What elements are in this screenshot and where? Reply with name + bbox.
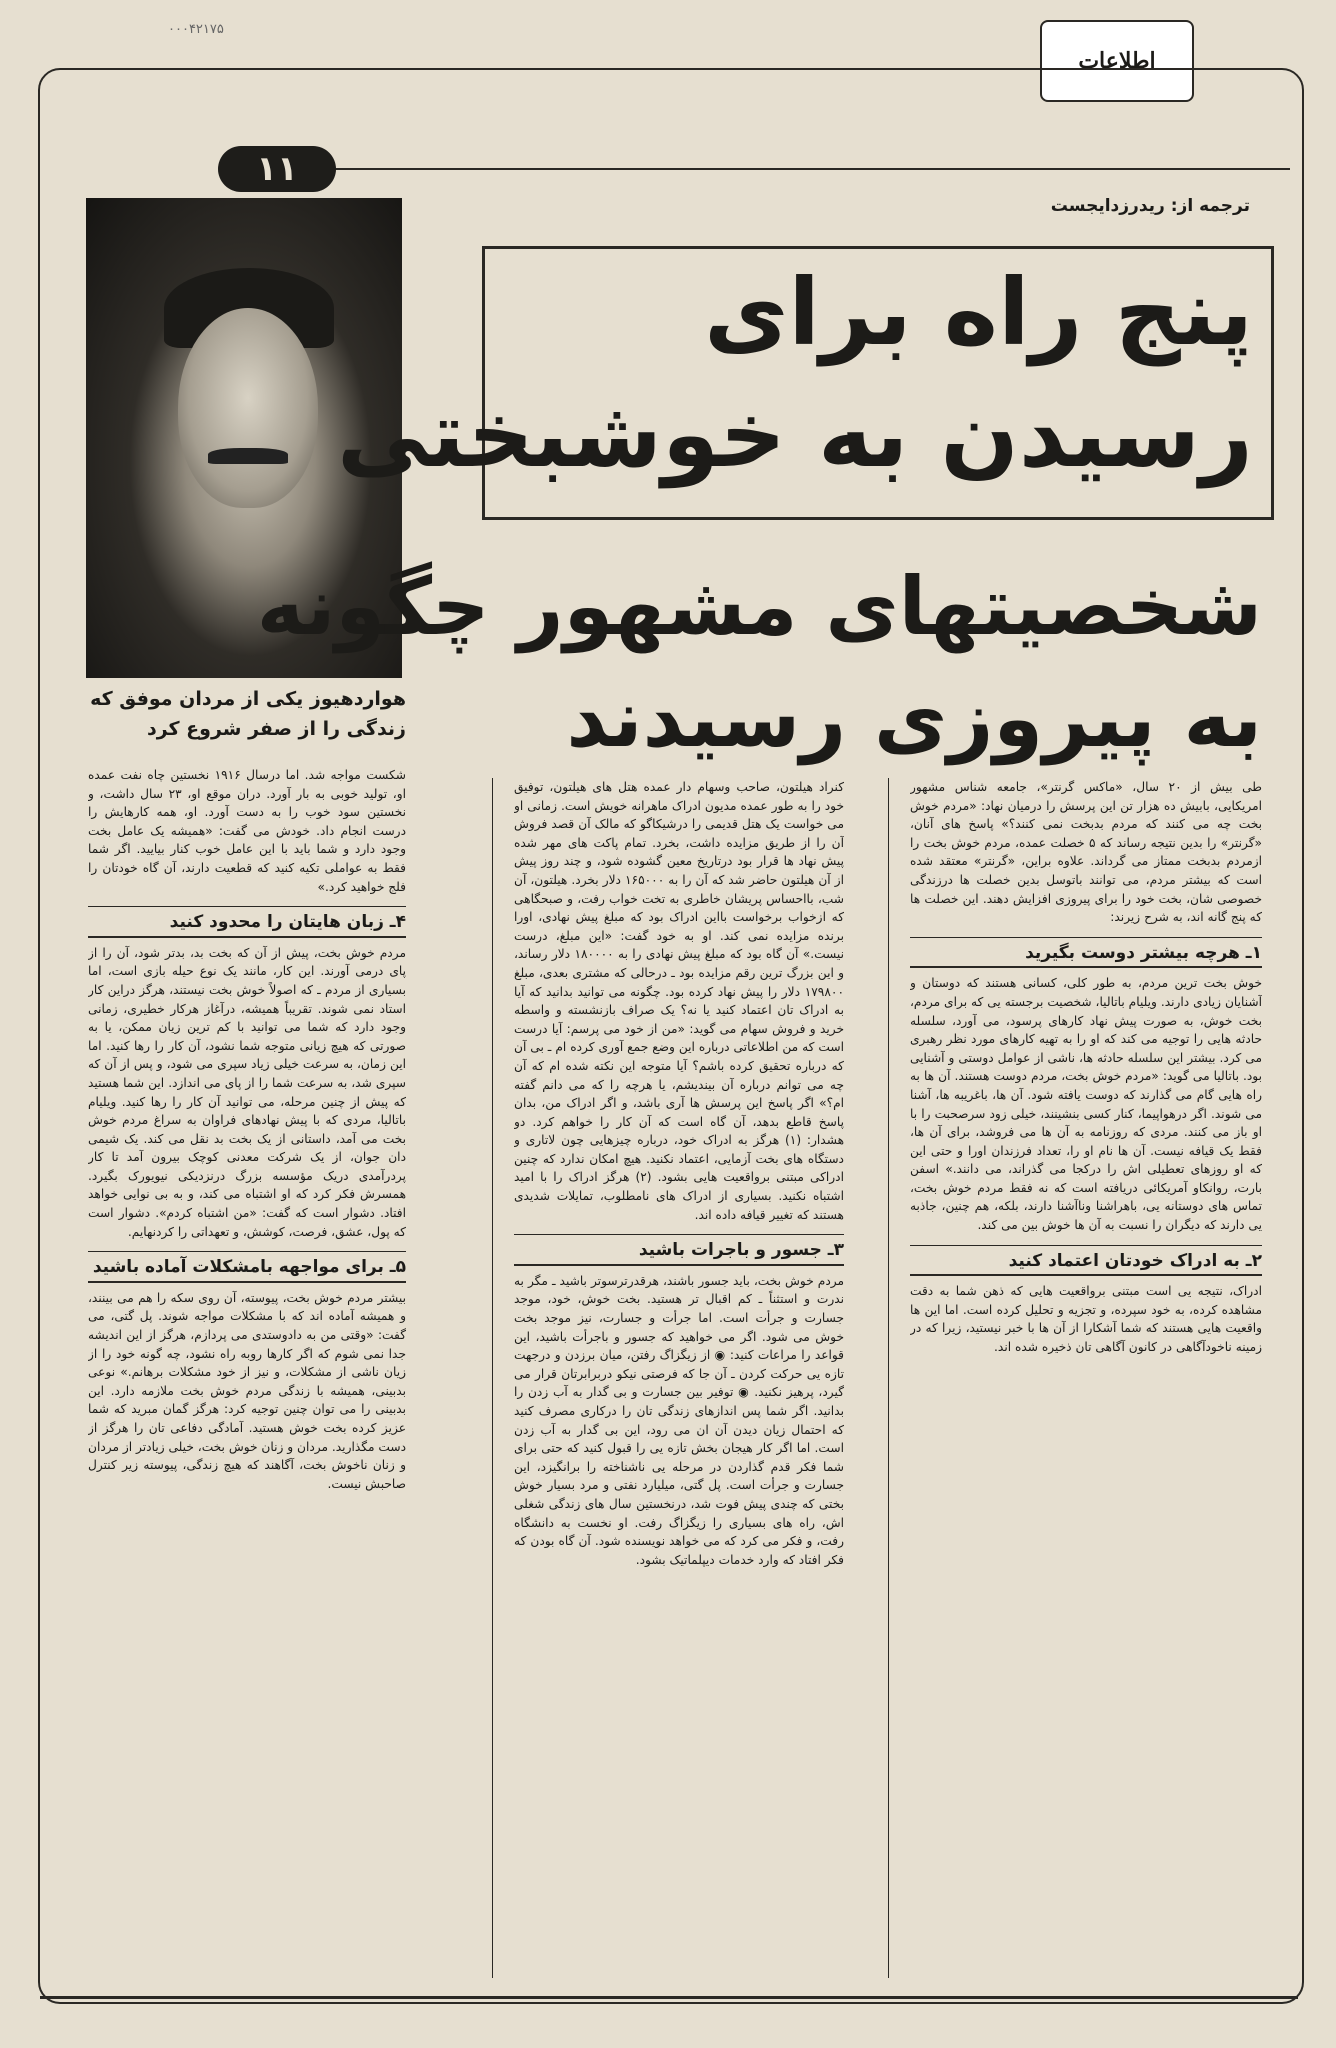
article-column-middle: [514, 778, 844, 2006]
section-body-2: ادراک، نتیجه یی است مبتنی برواقعیت هایی که ذهن شما به دقت مشاهده کرده، به خود سپرده، و تجزیه و تحلیل کرده است. اما این ها واقعیت هایی هستند که شما آشکارا از آن ها با خبر نیستید، زیرا که در زمینه ناخودآگاهی در کانون آگاهی تان ذخیره شده اند.: [910, 1284, 1262, 1355]
title-line-2: رسیدن به خوشبختی: [336, 381, 1253, 488]
page-number-badge: ۱۱: [218, 146, 336, 192]
bottom-rule: [40, 1996, 1298, 1999]
title-box: [336, 246, 1274, 520]
hilton-paragraph: کنراد هیلتون، صاحب وسهام دار عمده هتل های هیلتون، توفیق خود را به طور عمده مدیون ادراک ماهرانه خویش است. زمانی او می خواست یک هتل قدیمی را درشیکاگو که مالک آن قصد فروش آن را از طریق مزایده داشت، بخرد. تمام پاکت های مهر شده پیش نهاد ها قرار بود درتاریخ معین گشوده شود، و چند روز پیش از آن هیلتون حاضر شد که آن را به ۱۶۵۰۰۰ دلار بخرد. هیلتون، آن شب، بااحساس پریشان خاطری به تخت خواب رفت، و صبحگاهی که ازخواب برخواست بااین ادراک بود که مبلغ پیش نهادی، اورا برنده مزایده نمی کند. او به خود گفت: «این مبلغ، درست نیست.» آن گاه بود که مبلغ پیش نهادی را به ۱۸۰۰۰۰ دلار رساند، و این بزرگ ترین رقم مزایده بود ـ درحالی که مشتری بعدی، مبلغ ۱۷۹۸۰۰ دلار را پیش نهاد کرده بود. چگونه می توانید بدانید که آیا به ادراک تان اعتماد کنید یا نه؟ یک صراف بازنشسته و واسطه خرید و فروش سهام می گوید: «من از خود می پرسم: آیا درست است که من اطلاعاتی درباره این وضع جمع آوری کرده ام ـ بی آن که درباره تحقیق کرده باشم؟ آیا متوجه این نکته شده ام که آن چه می توانم درباره آن بیندیشم، یا هرچه را که می دانم گفته ام؟» اگر پاسخ این پرسش ها آری باشد، و اگر ادراک من، بدان پاسخ قاطع بدهد، آن گاه است که آن کار را خواهم کرد. دو هشدار: (۱) هرگز به ادراک خود، درباره چیزهایی چون لاتاری و دستگاه های بخت آزمایی، اعتماد نکنید. هیچ امکان ندارد که چنین ادراکی مبتنی برواقعیت هایی بشود. (۲) هرگز ادراک را با امید اشتباه نکنید. بسیاری از ادراک های نامطلوب، تمایلات شدیدی هستند که تغییر قیافه داده اند.: [514, 780, 844, 1222]
frame-top-rule: [300, 168, 1290, 170]
subtitle-line-1: شخصیتهای مشهور چگونه: [256, 560, 1262, 653]
getty-paragraph: شکست مواجه شد. اما درسال ۱۹۱۶ نخستین چاه نفت عمده او، تولید خوبی به بار آورد. دران موقع او، ۲۳ سال داشت، و نخستین سود خوب را به دست آورد. او، همه کارهایش را درست انجام داد. خودش می گفت: «همیشه یک عامل بخت وجود دارد و شما باید با این عامل خوب کنار بیایید. اگر شما فقط به عواملی تکیه کنید که قطعیت دارند، آن گاه خودتان را فلج خواهید کرد.»: [88, 768, 406, 894]
article-column-right: [910, 778, 1262, 1888]
portrait-mustache: [208, 448, 288, 464]
subtitle-line-2: به پیروزی رسیدند: [566, 672, 1262, 765]
newspaper-logo: اطلاعات: [1040, 20, 1194, 102]
title-line-1: پنج راه برای: [704, 259, 1253, 366]
section-heading-5: ۵ـ برای مواجهه بامشکلات آماده باشید: [88, 1251, 406, 1283]
photo-caption: هواردهیوز یکی از مردان موفق که زندگی را از صفر شروع کرد: [90, 688, 406, 740]
portrait-face: [178, 308, 318, 508]
column-divider: [888, 778, 889, 1978]
archive-number: ۰۰۰۴۲۱۷۵: [168, 22, 224, 37]
section-body-5: بیشتر مردم خوش بخت، پیوسته، آن روی سکه را هم می بینند، و همیشه آماده اند که با مشکلات مواجه شوند. پل گتی، می گفت: «وقتی من به دادوستدی می پردازم، هرگز از این اندیشه جدا نمی شوم که اگر کارها روبه راه نشود، چه گونه خود را از زیان ناشی از مشکلات، و نیز از خود مشکلات برهانم.» نوعی بدبینی، همیشه با زندگی مردم خوش بخت ملازمه دارد. این بدبینی را می توان چنین توجیه کرد: هرگز گمان مبرید که شما عزیز کرده بخت خوش هستید. آمادگی دفاعی تان را هرگز از دست مگذارید. مردان و زنان خوش بخت، خیلی زیادتر از مردان و زنان ناخوش بخت، آگاهند که هیچ زندگی، پیوسته زیر کنترل صاحبش نیست.: [88, 1290, 406, 1491]
section-heading-1: ۱ـ هرچه بیشتر دوست بگیرید: [910, 937, 1262, 969]
section-heading-2: ۲ـ به ادراک خودتان اعتماد کنید: [910, 1245, 1262, 1277]
article-column-left: [88, 766, 406, 1994]
section-body-4: مردم خوش بخت، پیش از آن که بخت بد، بدتر شود، آن را از پای درمی آورند. این کار، مانند یک نوع حیله بازی است، اما بسیاری از مردم ـ که اصولاً خوش بخت نیستند، هرگز دراین کار استاد نمی شوند. تقریباً همیشه، درآغاز هرکار خطیری، زمانی وجود دارد که شما می توانید با کم ترین زیان ممکن، یا به صورتی که هیچ زیانی متوجه شما نشود، آن کار را رها کنید. اما این زمان، به سرعت خیلی زیاد سپری می شود، و پس از آن که سپری شد، به سرعت شما را از پای می اندازد. این شما هستید که پیش از چنین مرحله، می توانید آن کار را رها کنید. ویلیام باتالیا، مردی که با پیش نهادهای فراوان به سراغ مردم خوش بخت می آمد، داستانی از یک بخت بد نقل می کند. یک شیمی دان جوان، از یک شرکت معدنی کوچک بیرون آمد تا کار پردرآمدی دریک مؤسسه بزرگ درنزدیکی نیویورک بگیرد. همسرش فکر کرد که او اشتباه می کند، و به بی نوایی خواهد افتاد. دشوار است که گفت: «من اشتباه کردم». دشوار است که پول، عشق، فرصت، کوشش، و تعهداتی را کردنهایم.: [88, 945, 406, 1239]
section-heading-4: ۴ـ زبان هایتان را محدود کنید: [88, 906, 406, 938]
section-body-1: خوش بخت ترین مردم، به طور کلی، کسانی هستند که دوستان و آشنایان زیادی دارند. ویلیام باتالیا، شخصیت برجسته یی که برای مردم، بخت خوش، به صورت پیش نهاد کارهای پرسود، می آورد، سلسله حادثه هایی را توجیه می کند که او را به تهیه کارهای مورد نظر رهبری می کرد. بیشتر این سلسله حادثه ها، ناشی از عوامل دوستی و آشنایی بود. باتالیا می گوید: «مردم خوش بخت، مردم دوست هستند. آن ها به راه هایی گام می گذارند که دوست یافته شود. آن ها، باغریبه ها، آشنا می شوند. اگر درهواپیما، کنار کسی بنشینند، خیلی زود سرصحبت را با او باز می کنند. مردی که روزنامه به آن ها می فروشد، برای آن ها، فقط یک قیافه نیست. آن ها نام او را، تعداد فرزندان اورا و حتی این که او روزهای تعطیلی اش را درکجا می گذراند، می دانند.» اسفن بارت، روانکاو آمریکائی دریافته است که نه فقط مردم خوش بخت، تماس های دوستانه یی، باهراشنا وناآشنا دارند، بلکه، هم چنین، جاذبه یی دارند که دیگران را نسبت به آن ها خوش بین می کند.: [910, 976, 1262, 1233]
column-divider: [492, 778, 493, 1978]
intro-paragraph: طی بیش از ۲۰ سال، «ماکس گرنتر»، جامعه شناس مشهور امریکایی، بابیش ده هزار تن این پرسش را درمیان نهاد: «مردم خوش بخت چه می کنند که مردم بدبخت نمی کنند؟» پاسخ های آنان، «گرنتر» را بدین نتیجه رساند که ۵ خصلت عمده، مردم خوش بخت را ازمردم بدبخت ممتاز می گرداند. علاوه براین، «گرنتر» معتقد شده است که بیشتر مردم، می توانند باتوسل بدین خصلت ها درزندگی خصوصی شان، بخت خود را برای پیروزی افزایش دهند. این خصلت ها که پنج گانه اند، به شرح زیرند:: [910, 780, 1262, 925]
section-heading-3: ۳ـ جسور و باجرات باشید: [514, 1234, 844, 1266]
section-body-3: مردم خوش بخت، باید جسور باشند، هرقدرترسوتر باشید ـ مگر به ندرت و استثناً ـ کم اقبال تر هستید. بخت خوش، خود، موجد جسارت و جرأت است. اما جرأت و جسارت، نیز موجد بخت خوش می شود. اگر می خواهید که جسور و باجرأت باشید، این قواعد را مراعات کنید: ◉ از زیگزاگ رفتن، میان برزدن و درجهت تازه یی حرکت کردن ـ آن جا که فرصتی نیکو دربرابرتان قرار می گیرد، پرهیز نکنید. ◉ توفیر بین جسارت و بی گدار به آب زدن را بدانید. اگر شما پس اندازهای زندگی تان را درکاری مصرف کنید که احتمال زیان دیدن آن ان می رود، این بی گدار به آب زدن است. اما اگر کار هیجان بخش تازه یی را قبول کنید که حتی برای شما فکر قدم گذاردن در مرحله یی ناشناخته را برانگیزد، این جسارت و جرأت است. پل گتی، میلیارد نفتی و مرد بسیار خوش بختی که چندی پیش فوت شد، درنخستین سال های زندگی شغلی اش، راه های بسیاری را زیگزاگ رفت. او نخست به دانشگاه رفت، و فکر می کرد که می خواهد نویسنده شود. آن گاه بودن که فکر افتاد که وارد خدمات دیپلماتیک بشود.: [514, 1273, 844, 1567]
translator-credit: ترجمه از: ریدرزدایجست: [1050, 196, 1250, 216]
